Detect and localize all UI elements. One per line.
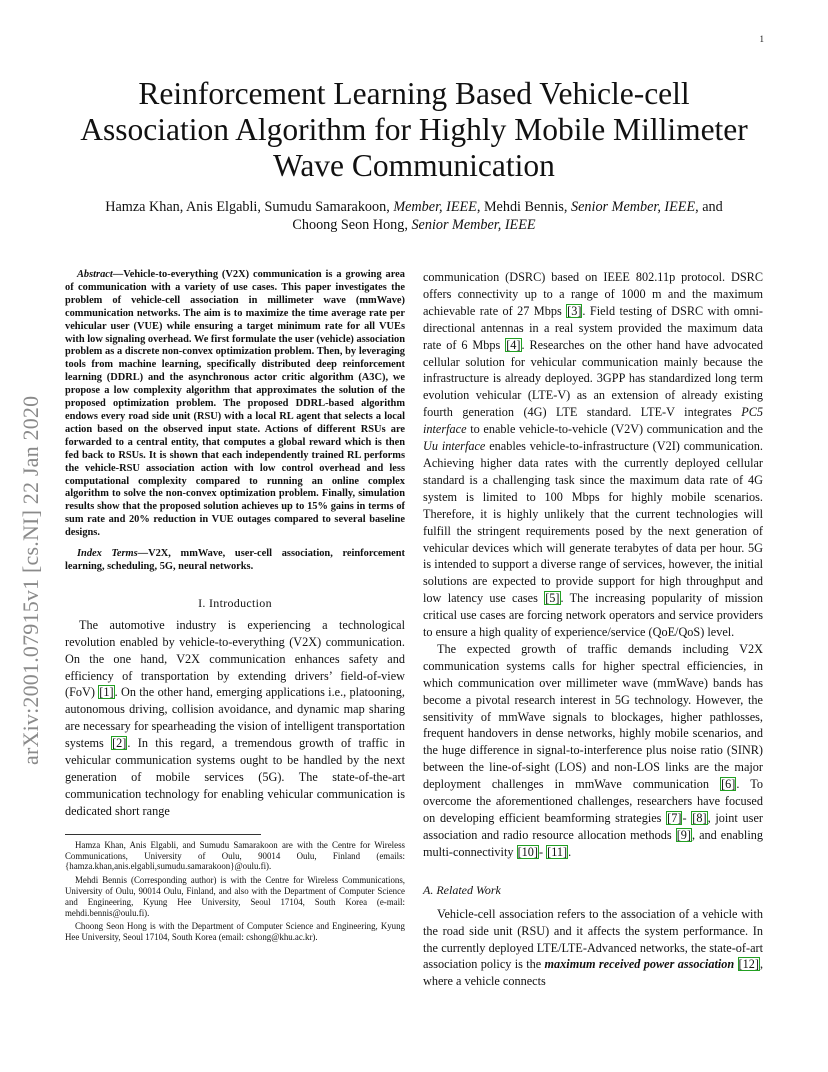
index-terms-text: —V2X, mmWave, user-cell association, reinforcement learning, scheduling, 5G, neural networks.	[65, 548, 405, 572]
membership-label: Senior Member, IEEE	[411, 217, 536, 233]
footnote-affiliation-2: Mehdi Bennis (Corresponding author) is with the Centre for Wireless Communications, University of Oulu, 90014 Oulu, Finland, and also with the Department of Computer Science and Engineering, Kyung Hee University, Seoul 17104, South Korea (e-mail: mehdi.bennis@oulu.fi).	[65, 875, 405, 918]
body-paragraph-dsrc: communication (DSRC) based on IEEE 802.11p protocol. DSRC offers connectivity up to a range of 1000 m and the maximum achievable rate of 27 Mbps [3]. Field testing of DSRC with omni-directional antennas in a real system provided the maximum data rate of 6 Mbps [4]. Researches on the other hand have advocated cellular solution for vehicular communication mainly because the infrastructure is already deployed. 3GPP has standardized long term evolution vehicular (LTE-V) as an extension of already existing fourth generation (4G) LTE standard. LTE-V integrates PC5 interface to enable vehicle-to-vehicle (V2V) communication and the Uu interface enables vehicle-to-infrastructure (V2I) communication. Achieving higher data rates with the currently deployed cellular standard is a challenging task since the maximum data rate of 4G system is limited to 100 Mbps for highly mobile scenarios. Therefore, it is highly unlikely that the current technologies will fulfill the stringent requirements posed by the next generation of vehicular devices which will generate terabytes of data per hour. 5G is intended to support a diverse range of services, however, the initial solutions are expected to provide support for high throughput and low latency use cases [5]. The increasing popularity of mission critical use cases are forcing network operators and service providers to ensure a high quality of experience/service (QoE/QoS) level.	[423, 270, 764, 640]
author-names-1: Hamza Khan, Anis Elgabli, Sumudu Samarakoon,	[105, 199, 394, 215]
membership-label: Senior Member, IEEE	[571, 199, 696, 215]
subsection-heading-related-work: A. Related Work	[423, 882, 501, 897]
body-paragraph-related-work: Vehicle-cell association refers to the association of a vehicle with the road side unit (RSU) and it affects the system performance. In the currently deployed LTE/LTE-Advanced networks, the state-of-art association policy is the maximum received power association [12], where a vehicle connects	[423, 906, 764, 989]
citation-link[interactable]: [10]	[517, 844, 538, 859]
right-column	[423, 269, 763, 990]
citation-link[interactable]: [6]	[721, 777, 736, 792]
citation-link[interactable]: [11]	[547, 844, 568, 859]
footnote-affiliation-3: Choong Seon Hong is with the Department of Computer Science and Engineering, Kyung Hee University, Seoul 17104, South Korea (email: cshong@khu.ac.kr).	[65, 921, 405, 943]
membership-label: Member, IEEE	[393, 199, 477, 215]
abstract-label: Abstract	[77, 269, 113, 280]
footnote-affiliation-1: Hamza Khan, Anis Elgabli, and Sumudu Samarakoon are with the Centre for Wireless Communications, University of Oulu, 90014 Oulu, Finland (emails: {hamza.khan,anis.elgabli,sumudu.samarakoon}@oulu.fi).	[65, 839, 405, 872]
intro-paragraph: The automotive industry is experiencing a technological revolution enabled by vehicle-to-everything (V2X) communication. On the one hand, V2X communication enhances safety and efficiency of transportation by extending drivers’ field-of-view (FoV) [1]. On the other hand, emerging applications i.e., platooning, autonomous driving, collision avoidance, and dynamic map sharing are necessary for spearheading the vision of intelligent transportation systems [2]. In this regard, a tremendous growth of traffic in vehicular communication systems ought to be handled by the next generation of mobile services (5G). The state-of-the-art communication technology for enabling vehicular communication is dedicated short range	[65, 617, 406, 818]
citation-link[interactable]: [2]	[112, 736, 127, 751]
author-names-2: , Mehdi Bennis,	[476, 199, 572, 215]
index-terms-label: Index Terms	[77, 548, 138, 560]
citation-link[interactable]: [12]	[738, 957, 759, 972]
author-line-2	[70, 216, 758, 234]
citation-link[interactable]: [3]	[567, 303, 582, 318]
emphasized-term: maximum received power association	[544, 957, 735, 972]
footnote-divider	[65, 834, 261, 835]
author-names-4: Choong Seon Hong,	[292, 217, 412, 233]
paper-title: Reinforcement Learning Based Vehicle-cell Association Algorithm for Highly Mobile Millimeter Wave Communication	[80, 76, 748, 183]
term-pc5-interface: PC5 interface	[423, 405, 763, 437]
author-line-1	[70, 198, 758, 216]
term-uu-interface: Uu interface	[423, 439, 486, 454]
arxiv-identifier: arXiv:2001.07915v1 [cs.NI] 22 Jan 2020	[18, 395, 43, 765]
citation-link[interactable]: [7]	[667, 811, 682, 825]
section-heading-introduction: I. Introduction	[198, 595, 272, 610]
author-names-3: , and	[695, 199, 723, 215]
citation-link[interactable]: [4]	[506, 337, 521, 352]
page-number: 1	[759, 34, 764, 44]
body-paragraph-mmwave: The expected growth of traffic demands including V2X communication systems calls for higher spectral efficiencies, in which communication over millimeter wave (mmWave) bands has become a pivotal research interest in 5G technology. However, the sensitivity of mmWave signals to blockages, higher pathlosses, frequent handovers in dense networks, highly mobile scenarios, and the huge difference in signal-to-interference plus noise ratio (SINR) between the line-of-sight (LOS) and non-LOS links are the major deployment challenges in mmWave communication [6]. To overcome the aforementioned challenges, researchers have focused on developing efficient beamforming strategies [7]- [8], joint user association and radio resource allocation methods [9], and enabling multi-connectivity [10]- [11].	[423, 641, 764, 859]
left-column	[65, 269, 405, 946]
citation-link[interactable]: [5]	[545, 591, 560, 606]
index-terms	[65, 548, 405, 574]
author-list	[70, 198, 758, 234]
citation-link[interactable]: [9]	[676, 827, 692, 842]
citation-link[interactable]: [8]	[692, 811, 707, 825]
abstract	[65, 269, 405, 540]
citation-link[interactable]: [1]	[99, 685, 114, 700]
abstract-text: —Vehicle-to-everything (V2X) communication is a growing area of communication with a variety of use cases. This paper investigates the problem of vehicle-cell association in millimeter wave (mmWave) communication networks. The aim is to maximize the time average rate per vehicular user (VUE) while ensuring a target minimum rate for all VUEs with low signaling overhead. We first formulate the user (vehicle) association problem as a discrete non-convex optimization problem. Then, by leveraging tools from machine learning, specifically distributed deep reinforcement learning (DDRL) and the asynchronous actor critic algorithm (A3C), we propose a low complexity algorithm that approximates the solution of the proposed optimization problem. The proposed DDRL-based algorithm endows every road side unit (RSU) with a local RL agent that selects a local action based on the observed input state. Actions of different RSUs are forwarded to a central entity, that computes a global reward which is then fed back to RSUs. It is shown that each independently trained RL performs the vehicle-RSU association action with low control overhead and less computational complexity compared to running an online complex algorithm to solve the non-convex optimization problem. Finally, simulation results show that the proposed solution achieves up to 15% gains in terms of sum rate and 20% reduction in VUE outages compared to several baseline designs.	[65, 269, 405, 539]
